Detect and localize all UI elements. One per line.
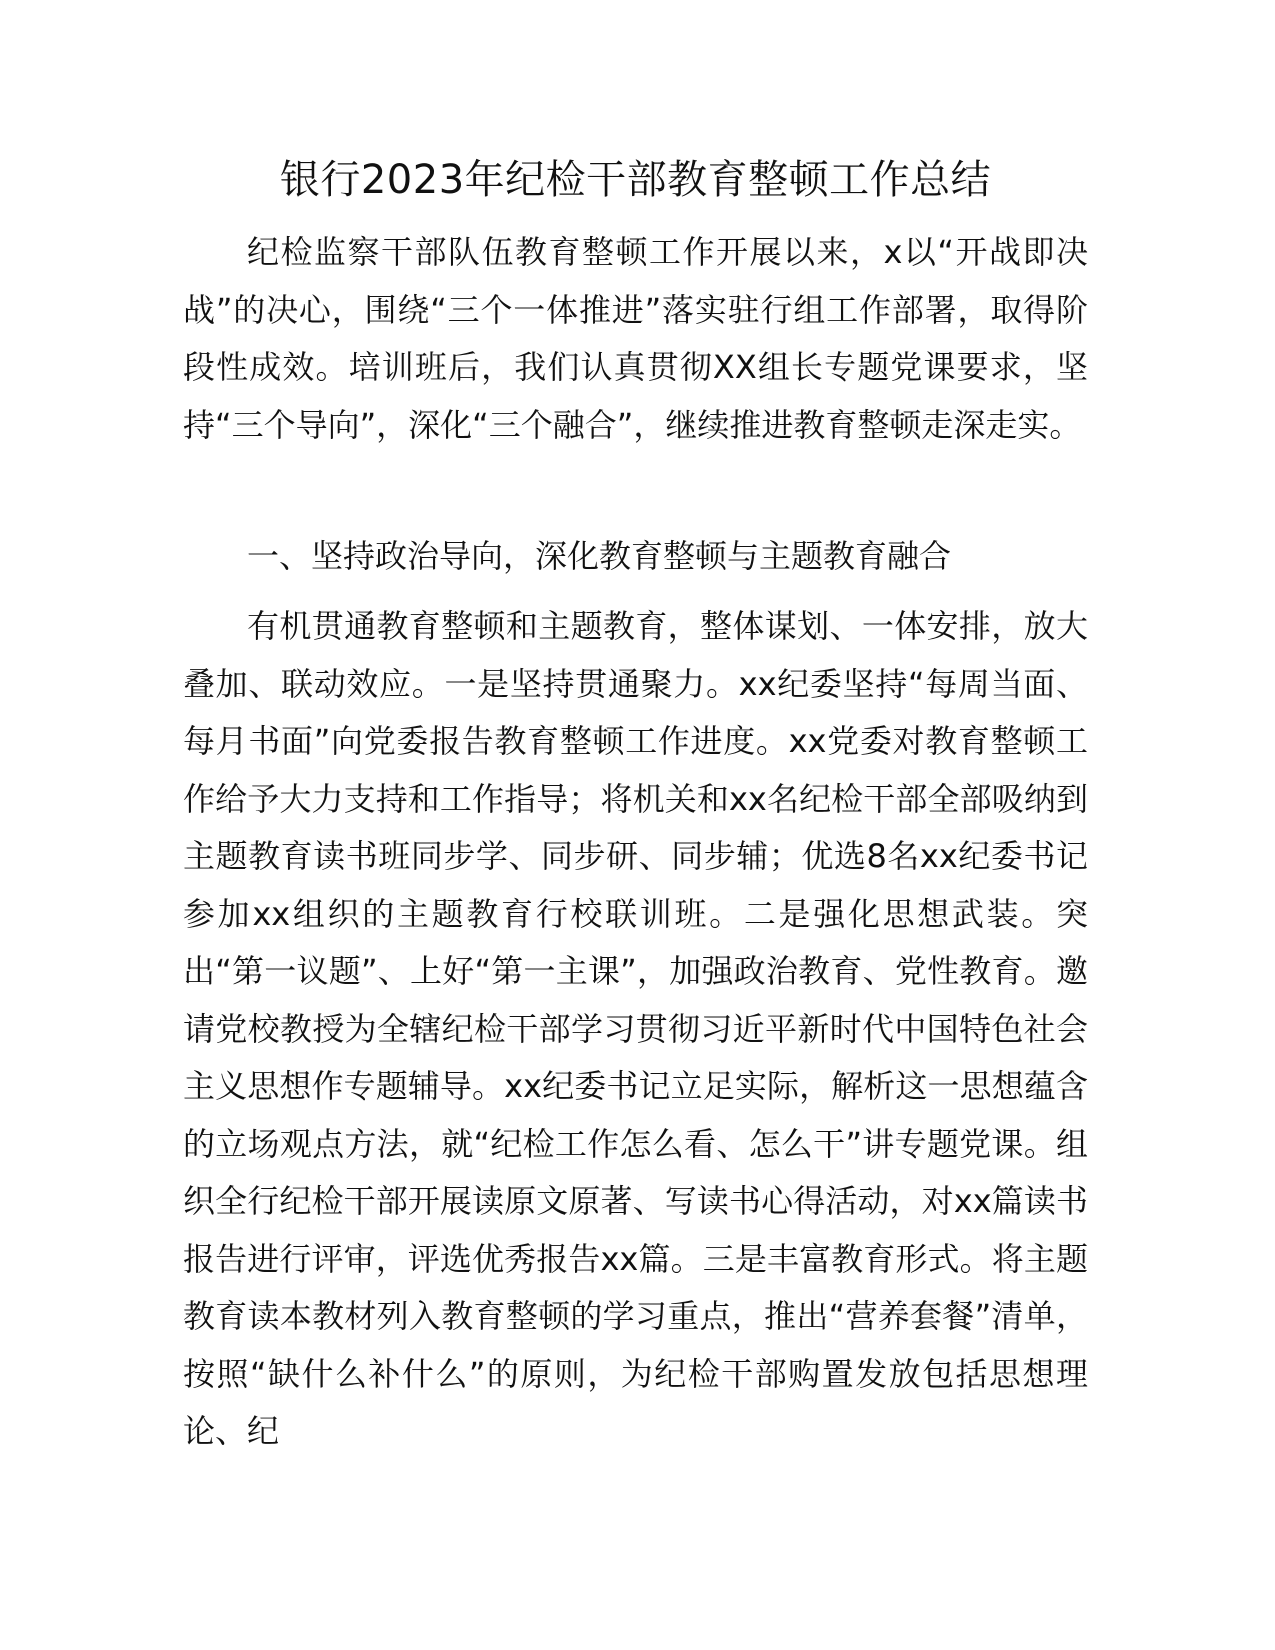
- section-paragraph: 有机贯通教育整顿和主题教育，整体谋划、一体安排，放大叠加、联动效应。一是坚持贯通聚力。xx纪委坚持“每周当面、每月书面”向党委报告教育整顿工作进度。xx党委对教育整顿工作给予大力支持和工作指导；将机关和xx名纪检干部全部吸纳到主题教育读书班同步学、同步研、同步辅；优选8名xx纪委书记参加xx组织的主题教育行校联训班。二是强化思想武装。突出“第一议题”、上好“第一主课”，加强政治教育、党性教育。邀请党校教授为全辖纪检干部学习贯彻习近平新时代中国特色社会主义思想作专题辅导。xx纪委书记立足实际，解析这一思想蕴含的立场观点方法，就“纪检工作怎么看、怎么干”讲专题党课。组织全行纪检干部开展读原文原著、写读书心得活动，对xx篇读书报告进行评审，评选优秀报告xx篇。三是丰富教育形式。将主题教育读本教材列入教育整顿的学习重点，推出“营养套餐”清单，按照“缺什么补什么”的原则，为纪检干部购置发放包括思想理论、纪: [183, 607, 1088, 1450]
- document-title: 银行2023年纪检干部教育整顿工作总结: [279, 157, 992, 203]
- section-heading: 一、坚持政治导向，深化教育整顿与主题教育融合: [247, 537, 952, 575]
- intro-paragraph: 纪检监察干部队伍教育整顿工作开展以来，x以“开战即决战”的决心，围绕“三个一体推进”落实驻行组工作部署，取得阶段性成效。培训班后，我们认真贯彻XX组长专题党课要求，坚持“三个导向”，深化“三个融合”，继续推进教育整顿走深走实。: [183, 233, 1088, 444]
